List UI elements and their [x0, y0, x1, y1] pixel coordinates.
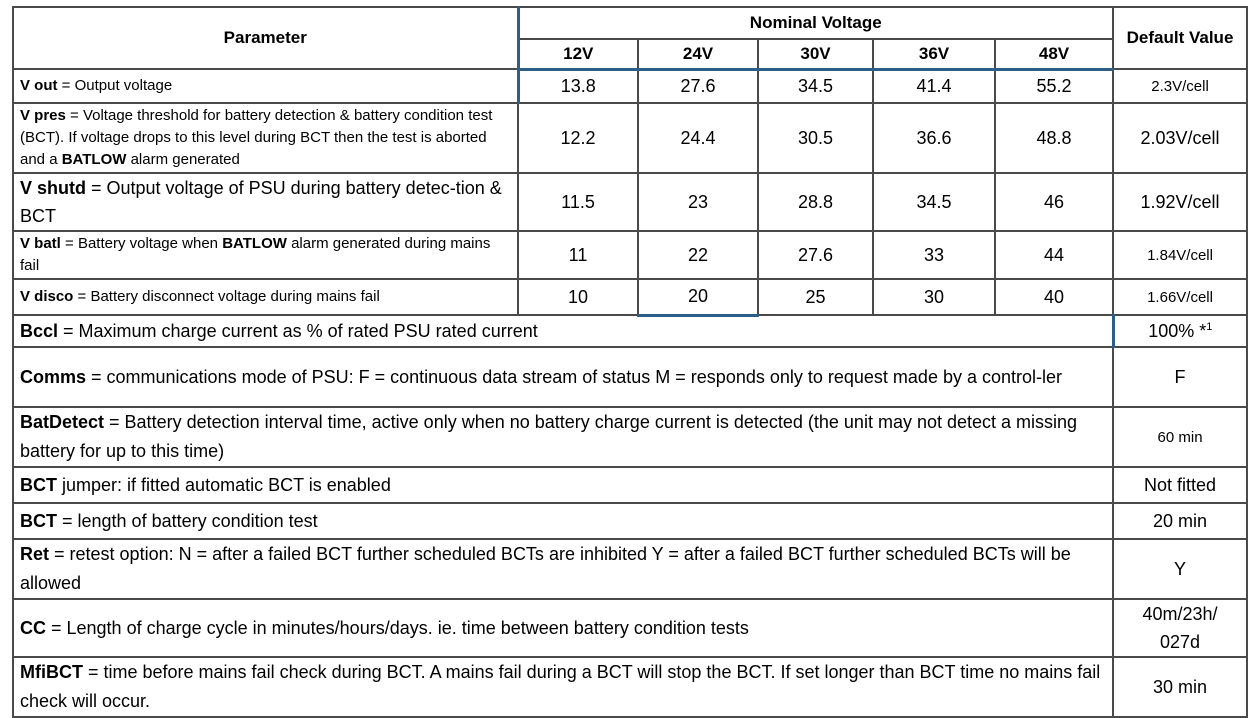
value-cell: 23: [638, 173, 758, 231]
value-cell: 20: [638, 279, 758, 315]
table-row: [13, 173, 1247, 231]
parameter-key: MfiBCT: [20, 662, 83, 682]
parameter-cell: BatDetect = Battery detection interval time, active only when no battery charge current is detected (the unit may not detect a missing battery for up to this time): [13, 407, 1113, 467]
value-cell: 27.6: [758, 231, 873, 279]
default-value-cell: Not fitted: [1113, 467, 1247, 503]
parameter-cell: V batl = Battery voltage when BATLOW alarm generated during mains fail: [13, 231, 518, 279]
footnote-marker: 1: [1206, 320, 1213, 333]
value-cell: 11.5: [518, 173, 638, 231]
value-cell: 55.2: [995, 69, 1113, 103]
value-cell: 12.2: [518, 103, 638, 173]
parameter-cell: MfiBCT = time before mains fail check during BCT. A mains fail during a BCT will stop the BCT. If set longer than BCT time no mains fail check will occur.: [13, 657, 1113, 717]
parameter-key: BCT: [20, 475, 57, 495]
parameter-cell: Comms = communications mode of PSU: F = continuous data stream of status M = responds only to request made by a control-ler: [13, 347, 1113, 407]
table-row: [13, 347, 1247, 407]
value-cell: 30.5: [758, 103, 873, 173]
parameter-key: Ret: [20, 544, 50, 564]
table-row: [13, 539, 1247, 599]
table-row: [13, 467, 1247, 503]
table-row: [13, 103, 1247, 173]
default-value-cell: 30 min: [1113, 657, 1247, 717]
value-cell: 11: [518, 231, 638, 279]
table-row: [13, 279, 1247, 315]
default-value-header: Default Value: [1113, 7, 1247, 69]
default-value-cell: 40m/23h/ 027d: [1113, 599, 1247, 657]
value-cell: 41.4: [873, 69, 995, 103]
value-cell: 24.4: [638, 103, 758, 173]
parameter-cell: BCT jumper: if fitted automatic BCT is enabled: [13, 467, 1113, 503]
default-value-cell: 20 min: [1113, 503, 1247, 539]
default-value-cell: 1.66V/cell: [1113, 279, 1247, 315]
voltage-header-24v: 24V: [638, 39, 758, 69]
value-cell: 22: [638, 231, 758, 279]
parameter-cell: CC = Length of charge cycle in minutes/hours/days. ie. time between battery condition tests: [13, 599, 1113, 657]
table-row: [13, 657, 1247, 717]
parameter-header: Parameter: [13, 7, 518, 69]
value-cell: 46: [995, 173, 1113, 231]
alarm-name: BATLOW: [222, 235, 287, 252]
parameter-key: V out: [20, 77, 58, 94]
default-value-cell: F: [1113, 347, 1247, 407]
default-value-cell: Y: [1113, 539, 1247, 599]
table-row: [13, 231, 1247, 279]
value-cell: 13.8: [518, 69, 638, 103]
parameter-key: V pres: [20, 107, 66, 124]
parameter-key: Comms: [20, 366, 87, 387]
voltage-header-36v: 36V: [873, 39, 995, 69]
parameter-cell: V disco = Battery disconnect voltage during mains fail: [13, 279, 518, 315]
parameter-cell: V out = Output voltage: [13, 69, 518, 103]
value-cell: 48.8: [995, 103, 1113, 173]
value-cell: 30: [873, 279, 995, 315]
header-row-1: [13, 7, 1247, 39]
default-value-cell: 100% *$^1$: [1113, 315, 1247, 347]
parameter-key: V disco: [20, 288, 74, 305]
nominal-voltage-header: Nominal Voltage: [518, 7, 1113, 39]
parameter-cell: Bccl = Maximum charge current as % of rated PSU rated current: [13, 315, 1113, 347]
value-cell: 10: [518, 279, 638, 315]
value-cell: 40: [995, 279, 1113, 315]
table-row: [13, 315, 1247, 347]
voltage-header-48v: 48V: [995, 39, 1113, 69]
table-row: [13, 503, 1247, 539]
table-row: [13, 599, 1247, 657]
parameter-key: CC: [20, 618, 46, 638]
default-value-cell: 1.92V/cell: [1113, 173, 1247, 231]
value-cell: 27.6: [638, 69, 758, 103]
parameter-key: BCT: [20, 511, 57, 531]
table-row: [13, 407, 1247, 467]
parameter-cell: Ret = retest option: N = after a failed BCT further scheduled BCTs are inhibited Y = after a failed BCT further scheduled BCTs will be allowed: [13, 539, 1113, 599]
value-cell: 25: [758, 279, 873, 315]
voltage-header-30v: 30V: [758, 39, 873, 69]
default-value-cell: 2.3V/cell: [1113, 69, 1247, 103]
table-row: [13, 69, 1247, 103]
parameter-cell: BCT = length of battery condition test: [13, 503, 1113, 539]
parameter-key: V batl: [20, 235, 61, 252]
value-cell: 28.8: [758, 173, 873, 231]
default-value-cell: 2.03V/cell: [1113, 103, 1247, 173]
parameter-cell: V shutd = Output voltage of PSU during battery detec-tion & BCT: [13, 173, 518, 231]
parameter-key: Bccl: [20, 321, 59, 342]
parameter-key: V shutd: [20, 178, 86, 198]
parameter-cell: V pres = Voltage threshold for battery detection & battery condition test (BCT). If voltage drops to this level during BCT then the test is aborted and a BATLOW alarm generated: [13, 103, 518, 173]
default-value-cell: 60 min: [1113, 407, 1247, 467]
voltage-header-12v: 12V: [518, 39, 638, 69]
value-cell: 36.6: [873, 103, 995, 173]
value-cell: 34.5: [873, 173, 995, 231]
alarm-name: BATLOW: [61, 151, 127, 168]
psu-parameter-table: [12, 6, 1248, 718]
value-cell: 44: [995, 231, 1113, 279]
parameter-key: BatDetect: [20, 412, 105, 432]
value-cell: 34.5: [758, 69, 873, 103]
value-cell: 33: [873, 231, 995, 279]
default-value-cell: 1.84V/cell: [1113, 231, 1247, 279]
